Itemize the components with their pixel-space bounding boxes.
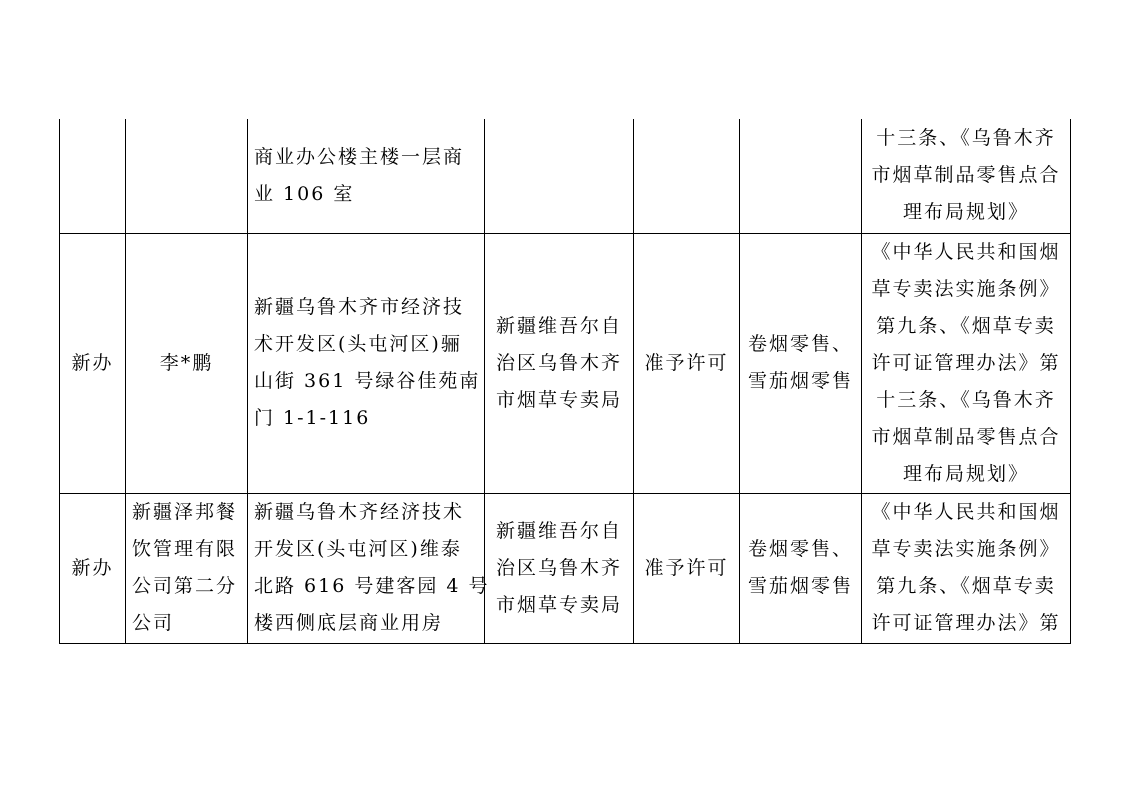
cell-address: 新疆乌鲁木齐经济技术 开发区(头屯河区)维泰 北路 616 号建客园 4 号 楼西侧底层商业用房 (248, 493, 485, 643)
cell-scope (740, 119, 862, 233)
cell-name (126, 119, 248, 233)
cell-type: 新办 (60, 233, 126, 493)
cell-authority (485, 119, 634, 233)
cell-address: 新疆乌鲁木齐市经济技 术开发区(头屯河区)骊 山街 361 号绿谷佳苑南 门 1-1-116 (248, 233, 485, 493)
cell-decision: 准予许可 (634, 233, 740, 493)
cell-type (60, 119, 126, 233)
table-row (60, 233, 1071, 493)
table-row (60, 119, 1071, 233)
license-table (59, 119, 1071, 644)
cell-scope: 卷烟零售、 雪茄烟零售 (740, 493, 862, 643)
cell-authority: 新疆维吾尔自 治区乌鲁木齐 市烟草专卖局 (485, 233, 634, 493)
cell-scope: 卷烟零售、 雪茄烟零售 (740, 233, 862, 493)
cell-type: 新办 (60, 493, 126, 643)
cell-basis: 十三条、《乌鲁木齐 市烟草制品零售点合 理布局规划》 (862, 119, 1071, 233)
cell-authority: 新疆维吾尔自 治区乌鲁木齐 市烟草专卖局 (485, 493, 634, 643)
cell-address: 商业办公楼主楼一层商 业 106 室 (248, 119, 485, 233)
cell-name: 李*鹏 (126, 233, 248, 493)
cell-name: 新疆泽邦餐 饮管理有限 公司第二分 公司 (126, 493, 248, 643)
cell-basis: 《中华人民共和国烟 草专卖法实施条例》 第九条、《烟草专卖 许可证管理办法》第 十三条、《乌鲁木齐 市烟草制品零售点合 理布局规划》 (862, 233, 1071, 493)
cell-decision (634, 119, 740, 233)
table-row (60, 493, 1071, 643)
cell-decision: 准予许可 (634, 493, 740, 643)
cell-basis: 《中华人民共和国烟 草专卖法实施条例》 第九条、《烟草专卖 许可证管理办法》第 (862, 493, 1071, 643)
